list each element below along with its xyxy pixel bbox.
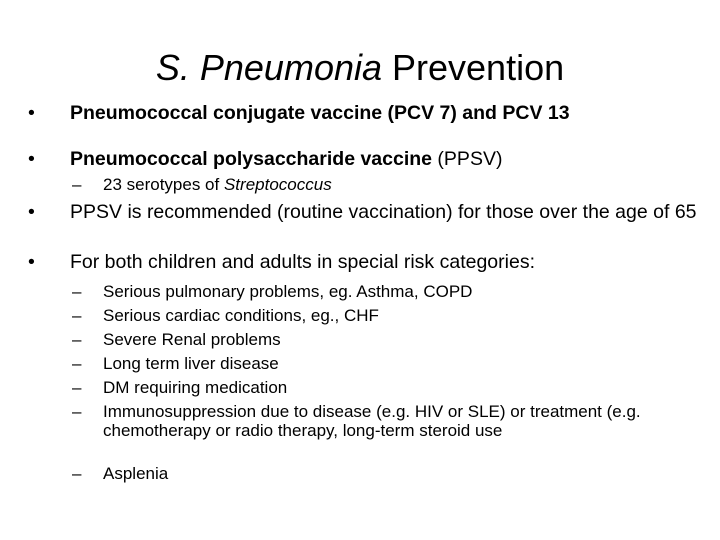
bullet-text: PPSV is recommended (routine vaccination) for those over the age of 65 <box>70 201 697 223</box>
sub-marker: – <box>72 175 82 194</box>
sub-italic: Streptococcus <box>223 175 332 194</box>
risk-marker: – <box>72 330 82 349</box>
title-italic: S. Pneumonia <box>155 47 383 88</box>
bullet-text <box>70 150 710 169</box>
risk-marker: – <box>72 354 82 373</box>
risk-text: Immunosuppression due to disease (e.g. HIV or SLE) or treatment (e.g. chemotherapy or radio therapy, long-term steroid use <box>103 402 641 440</box>
bullet-text: Pneumococcal conjugate vaccine (PCV 7) and PCV 13 <box>70 102 570 124</box>
risk-marker: – <box>72 402 82 421</box>
risk-text: Asplenia <box>103 464 169 483</box>
risk-marker: – <box>72 282 82 301</box>
bullet-marker: • <box>28 251 35 273</box>
bullet-marker: • <box>28 201 35 223</box>
risk-text: Serious pulmonary problems, eg. Asthma, COPD <box>103 282 473 301</box>
risk-text: Severe Renal problems <box>103 330 281 349</box>
bullet-bold-text: Pneumococcal polysaccharide vaccine <box>70 148 433 170</box>
risk-text: Serious cardiac conditions, eg., CHF <box>103 306 379 325</box>
risk-marker: – <box>72 464 82 483</box>
slide-title <box>0 46 720 90</box>
risk-marker: – <box>72 306 82 325</box>
risk-text: DM requiring medication <box>103 378 288 397</box>
sub-plain: 23 serotypes of <box>103 175 224 194</box>
bullet-plain-text: (PPSV) <box>432 148 503 170</box>
risk-text: Long term liver disease <box>103 354 279 373</box>
sub-text <box>103 174 332 196</box>
risk-marker: – <box>72 378 82 397</box>
bullet-text: For both children and adults in special risk categories: <box>70 251 535 273</box>
bullet-marker: • <box>28 102 35 124</box>
bullet-marker: • <box>28 148 35 170</box>
title-rest: Prevention <box>382 47 565 88</box>
